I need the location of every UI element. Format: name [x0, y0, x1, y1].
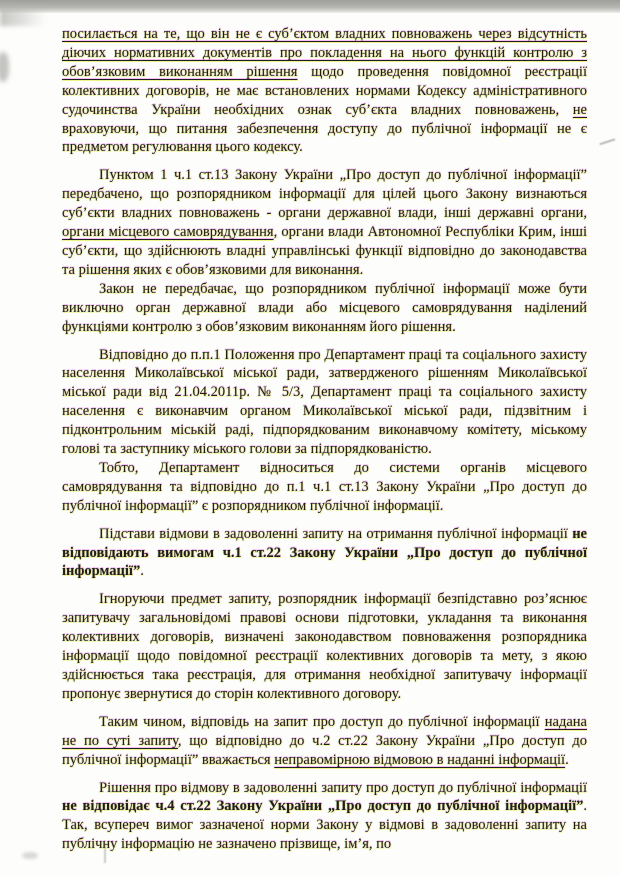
text-run: Ігноруючи предмет запиту, розпорядник інформації безпідставно роз’яснює запитувачу загальновідомі правові основи підготовки, укладання та виконання колективних договорів, визначені законодавством повноваження розпорядника інформації щодо повідомної реєстрації колективних договорів та мету, з якою здійснюється така реєстрація, для отримання необхідної запитувачу інформації пропонує звернутися до сторін колективного договору. — [62, 591, 587, 702]
paragraph-4 — [62, 346, 587, 459]
paragraph-9 — [62, 779, 587, 855]
underlined-text-run: посилається на те, що він не є суб’єктом владних повноважень через відсутність діючих нормативних документів про покладення на нього функцій контролю з обов’язковим виконанням рішення — [62, 26, 587, 80]
document-text — [62, 25, 587, 854]
paragraph-2 — [62, 166, 587, 279]
paragraph-8 — [62, 713, 587, 770]
paragraph-7 — [62, 590, 587, 703]
text-run: Тобто, Департамент відноситься до системи органів місцевого самоврядування та відповідно до п.1 ч.1 ст.13 Закону України „Про доступ до публічної інформації” є розпорядником публічної інформації. — [62, 459, 587, 514]
text-run: . Так, всупереч вимог зазначеної норми Закону у відмові в задоволенні запиту на публічну інформацію не зазначено прізвище, ім’я, по — [62, 798, 587, 853]
text-run: Закон не передбачає, що розпорядником публічної інформації може бути виключно орган державної влади або місцевого самоврядування наділений функціями контролю з обов’язковим виконанням його рішення. — [62, 280, 587, 335]
paragraph-6 — [62, 525, 587, 582]
scan-smudge-left — [0, 52, 9, 82]
text-run: враховуючи, що питання забезпечення доступу до публічної інформації не є предметом регулювання цього кодексу. — [62, 120, 587, 156]
bold-text-run: не відповідають вимогам ч.1 ст.22 Закону України „Про доступ до публічної інформації” — [62, 525, 587, 580]
scan-corner-shadow — [0, 10, 46, 26]
text-run: Відповідно до п.п.1 Положення про Департамент праці та соціального захисту населення Миколаївської міської ради, затвердженого рішенням Миколаївської міської ради від 21.04.2011р. № 5/3, Департамент праці та соціального захисту населення є виконавчим органом Миколаївської міської ради, підзвітним і підконтрольним міській раді, підпорядкованим виконавчому комітету, міському голові та заступнику міського голови за підпорядкованістю. — [62, 346, 587, 458]
paragraph-3 — [62, 280, 587, 337]
text-run: . — [565, 751, 569, 768]
text-run: Підстави відмови в задоволенні запиту на отримання публічної інформації — [99, 525, 573, 542]
text-run: Рішення про відмову в задоволенні запиту про доступ до публічної інформації — [99, 779, 587, 796]
text-run: , що відповідно до ч.2 ст.22 Закону України „Про доступ до публічної інформації” вважається — [62, 732, 587, 768]
text-run: Пунктом 1 ч.1 ст.13 Закону України „Про доступ до публічної інформації” передбачено, що розпорядником інформації для цілей цього Закону визнаються суб’єкти владних повноважень - органи державної влади, інші державні органи, — [62, 167, 587, 222]
paragraph-5 — [62, 459, 587, 516]
text-run: щодо проведення повідомної реєстрації колективних договорів, не має встановлених нормами Кодексу адміністративного судочинства України необхідних ознак суб’єкта владних повноважень, — [62, 63, 587, 118]
scan-smudge-bottom — [22, 852, 38, 859]
underlined-text-run: надана не по суті запиту — [62, 713, 587, 749]
paragraph-1 — [62, 25, 587, 157]
scanner-edge-band — [0, 0, 620, 13]
underlined-text-run: органи місцевого самоврядування — [62, 224, 274, 241]
underlined-text-run: неправомірною відмовою в наданні інформації — [274, 751, 566, 768]
pencil-mark-right — [597, 130, 616, 145]
underlined-text-run: не — [572, 101, 587, 118]
text-run: Таким чином, відповідь на запит про доступ до публічної інформації — [99, 713, 545, 730]
bold-text-run: не відповідає ч.4 ст.22 Закону України „Про доступ до публічної інформації” — [62, 798, 584, 815]
text-run: , органи влади Автономної Республіки Крим, інші суб’єкти, що здійснюють владні управлінські функції відповідно до законодавства та рішення яких є обов’язковими для виконання. — [62, 224, 587, 278]
text-run: . — [140, 563, 144, 580]
